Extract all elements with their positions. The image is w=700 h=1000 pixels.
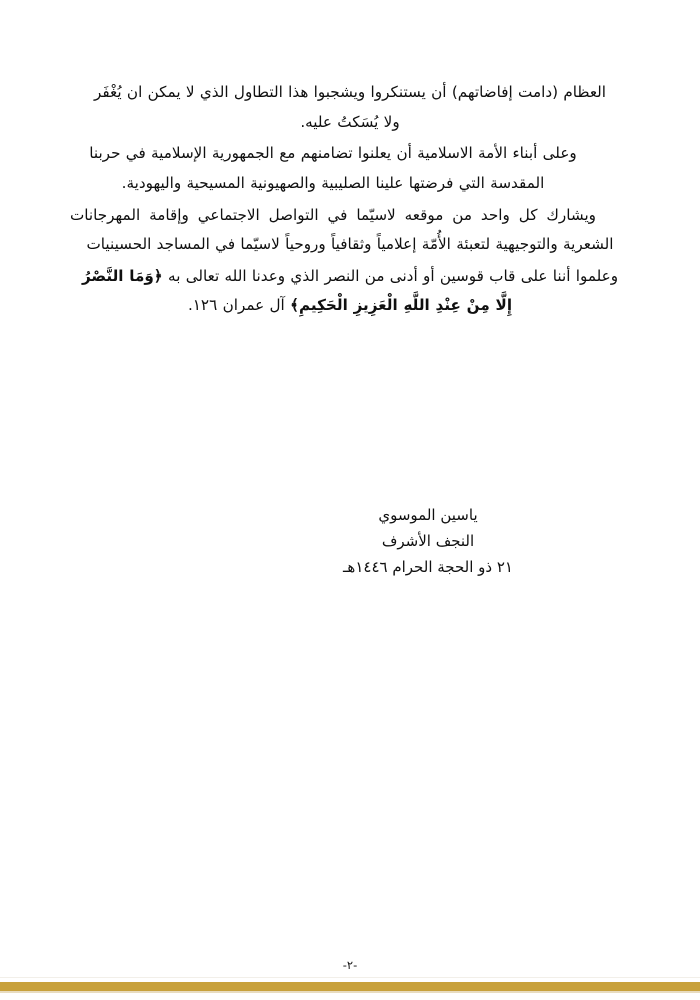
footer-gold-rule [0,982,700,991]
paragraph-4-lead-text: وعلموا أننا على قاب قوسين أو أدنى من النصر الذي وعدنا الله تعالى به [168,266,619,285]
quran-verse-part-2: إِلَّا مِنْ عِنْدِ اللَّهِ الْعَزِيزِ الْحَكِيمِ﴾ [290,296,513,315]
paragraph-2-line-2: المقدسة التي فرضتها علينا الصليبية والصهيونية المسيحية واليهودية. [121,173,545,192]
paragraph-3-line-2: الشعرية والتوجيهية لتعبئة الأُمّة إعلامياً وثقافياً وروحياً لاسيّما في المساجد الحسينيات [86,235,614,254]
paragraph-2-line-1: وعلى أبناء الأمة الاسلامية أن يعلنوا تضامنهم مع الجمهورية الإسلامية في حربنا [89,144,577,163]
signature-date: ٢١ ذو الحجة الحرام ١٤٤٦هـ [343,557,513,576]
paragraph-4-quran [70,262,630,321]
signature-place: النجف الأشرف [381,531,475,550]
paragraph-3 [70,201,630,260]
signature-block [0,503,700,580]
paragraph-1-line-1: العظام (دامت إفاضاتهم) أن يستنكروا ويشجبوا هذا التطاول الذي لا يمكن ان يُغْفَر [93,83,607,101]
quran-citation: آل عمران ١٢٦. [187,296,285,315]
paragraph-1-line-2: ولا يُسَكتُ عليه. [300,112,400,131]
footer-gold-rule-shadow [0,991,700,993]
quran-verse-part-1: ﴿وَمَا النَّصْرُ [81,266,163,285]
page-number: -٢- [342,958,358,972]
paragraph-1 [70,78,630,137]
body-text [70,78,630,323]
paragraph-2 [70,139,630,198]
paragraph-3-line-1: ويشارك كل واحد من موقعه لاسيّما في التواصل الاجتماعي وإقامة المهرجانات [70,205,596,224]
signature-name: ياسين الموسوي [378,506,478,524]
footer-hairline [0,977,700,978]
